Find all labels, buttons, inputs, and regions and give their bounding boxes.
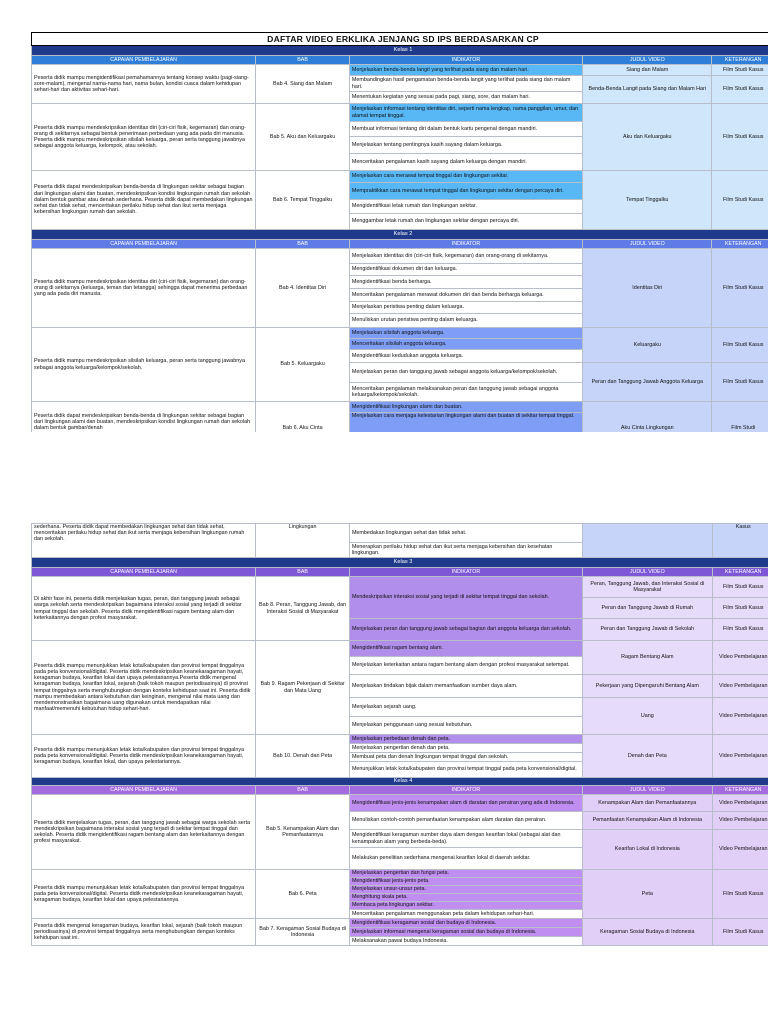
keterangan-cell: Film Studi Kasus bbox=[712, 249, 768, 328]
indicator-cell: Membuat peta dan denah lingkungan tempat tinggal dan sekolah. bbox=[349, 753, 582, 762]
video-title-cell: Uang bbox=[583, 698, 712, 735]
indicator-cell: Mengidentifikasi keragaman sumber daya alam dengan kearifan lokal (sebagai alat dan kenampakan alam yang berbeda-beda). bbox=[349, 830, 582, 848]
indicator-cell: Menjelaskan benda-benda langit yang terlihat pada siang dan malam hari. bbox=[349, 65, 582, 76]
indicator-cell: Menjelaskan keterkaitan antara ragam bentang alam dengan profesi masyarakat setempat. bbox=[349, 657, 582, 675]
keterangan-cell: Film Studi Kasus bbox=[712, 919, 768, 946]
keterangan-cell: Video Pembelajaran bbox=[712, 641, 768, 675]
header-judul-video: JUDUL VIDEO bbox=[583, 240, 712, 249]
indicator-cell: Mengidentifikasi jenis-jenis peta. bbox=[349, 878, 582, 886]
video-title-cell: Peta bbox=[583, 870, 712, 919]
video-title-cell: Aku Cinta Lingkungan bbox=[583, 402, 712, 432]
cp-cell: Peserta didik mampu mendeskripsikan identitas diri (ciri-ciri fisik, kegemaran) dan orang-orang di sekitarnya (keluarga, teman dan tetangga) sehingga dapat menerima perbedaan yang ada pada diri manusia. bbox=[32, 249, 256, 328]
cp-cell: Di akhir fase ini, peserta didik menjelaskan tugas, peran, dan tanggung jawab sebagai warga sekolah serta mendeskripsikan bagaimana interaksi sosial yang terjadi di sekitar tempat tinggal dan sekolah. Peserta didik mengidentifikasi ragam bentang alam dan keterkaitannya dengan profesi masyarakat. bbox=[32, 577, 256, 641]
cp-cell: Peserta didik menjelaskan tugas, peran, dan tanggung jawab sebagai warga sekolah serta mendeskripsikan bagaimana interaksi sosial yang terjadi di sekitar tempat tinggal dan sekolah. Peserta didik mengidentifikasi ragam bentang alam dan keterkaitannya dengan profesi masyarakat. bbox=[32, 795, 256, 870]
cp-cell: Peserta didik mampu mendeskripsikan silsilah keluarga, peran serta tanggung jawabnya sebagai anggota keluarga/kelompok/sekolah. bbox=[32, 328, 256, 402]
header-indikator: INDIKATOR bbox=[349, 786, 582, 795]
header-keterangan: KETERANGAN bbox=[712, 56, 768, 65]
bab-cell: Bab 4. Siang dan Malam bbox=[256, 65, 350, 104]
header-judul-video: JUDUL VIDEO bbox=[583, 56, 712, 65]
header-judul-video: JUDUL VIDEO bbox=[583, 568, 712, 577]
video-title-cell: Pemanfaatan Kenampakan Alam di Indonesia bbox=[583, 812, 712, 830]
video-title-cell: Identitas Diri bbox=[583, 249, 712, 328]
header-indikator: INDIKATOR bbox=[349, 240, 582, 249]
kelas-4-bar: Kelas 4 bbox=[32, 778, 768, 786]
indicator-cell: Mengidentifikasi jenis-jenis kenampakan alam di daratan dan perairan yang ada di Indonesia. bbox=[349, 795, 582, 812]
bab-cell: Bab 6. Peta bbox=[256, 870, 350, 919]
video-title-cell: Peran dan Tanggung Jawab di Rumah bbox=[583, 598, 712, 619]
keterangan-cell: Video Pembelajaran bbox=[712, 812, 768, 830]
kelas-2-bar: Kelas 2 bbox=[32, 230, 768, 240]
indicator-cell: Menceritakan pengalaman kasih sayang dalam keluarga dengan mandiri. bbox=[349, 154, 582, 171]
header-capaian: CAPAIAN PEMBELAJARAN bbox=[32, 56, 256, 65]
video-title-cell: Tempat Tinggalku bbox=[583, 171, 712, 230]
header-bab: BAB bbox=[256, 56, 350, 65]
video-title-cell: Pekerjaan yang Dipengaruhi Bentang Alam bbox=[583, 675, 712, 698]
indicator-cell: Membaca peta lingkungan sekitar. bbox=[349, 902, 582, 910]
keterangan-cell: Film Studi Kasus bbox=[712, 598, 768, 619]
header-indikator: INDIKATOR bbox=[349, 568, 582, 577]
indicator-cell: Menjelaskan informasi mengenai keragaman sosial dan budaya di Indonesia. bbox=[349, 928, 582, 937]
indicator-cell: Menggambar letak rumah dan lingkungan sekitar dengan percaya diri. bbox=[349, 214, 582, 230]
indicator-cell: Membuat informasi tentang diri dalam bentuk kartu pengenal dengan mandiri. bbox=[349, 122, 582, 137]
bab-cell-continued: Lingkungan bbox=[256, 524, 350, 558]
video-title-cell: Peran, Tanggung Jawab, dan Interaksi Sosial di Masyarakat bbox=[583, 577, 712, 598]
keterangan-cell: Film Studi Kasus bbox=[712, 76, 768, 104]
indicator-cell: Menjelaskan peran dan tanggung jawab sebagai bagian dari anggota keluarga dan sekolah. bbox=[349, 619, 582, 641]
keterangan-cell: Film Studi Kasus bbox=[712, 104, 768, 171]
cp-cell-continued: sederhana. Peserta didik dapat membedakan lingkungan sehat dan tidak sehat, menceritakan perilaku hidup sehat dan ikut serta menjaga kebersihan lingkungan rumah dan sekolah. bbox=[32, 524, 256, 558]
indicator-cell: Menjelaskan informasi tentang identitas diri, seperti nama lengkap, nama panggilan, umur, dan alamat tempat tinggal. bbox=[349, 104, 582, 122]
indicator-cell: Mengidentifikasi dokumen diri dan keluarga. bbox=[349, 264, 582, 276]
indicator-cell: Mengidentifikasi keragaman sosial dan budaya di Indonesia. bbox=[349, 919, 582, 928]
keterangan-cell: Video Pembelajaran bbox=[712, 698, 768, 735]
cp-cell: Peserta didik mampu menunjukkan letak kota/kabupaten dan provinsi tempat tinggalnya pada peta konvensional/digital. Peserta didik mendeskripsikan keanekaragaman hayati, keragaman budaya, kearifan lokal, dan upaya pelestariannya. bbox=[32, 735, 256, 778]
header-capaian: CAPAIAN PEMBELAJARAN bbox=[32, 568, 256, 577]
video-title-cell: Aku dan Keluargaku bbox=[583, 104, 712, 171]
cp-cell: Peserta didik mampu mendeskripsikan identitas diri (ciri-ciri fisik, kegemaran) dan orang-orang di sekitarnya sebagai bentuk penerimaan perbedaan yang ada pada diri manusia. Peserta didik mampu mendeskripsikan silsilah keluarga, peran serta tanggung jawabnya sebagai anggota keluarga, kelompok, atau sekolah. bbox=[32, 104, 256, 171]
bab-cell: Bab 5. Kenampakan Alam dan Pemanfaatannya bbox=[256, 795, 350, 870]
keterangan-cell: Video Pembelajaran bbox=[712, 795, 768, 812]
indicator-cell: Mempraktikkan cara merawat tempat tinggal dan lingkungan sekitar dengan percaya diri. bbox=[349, 183, 582, 200]
kelas-3-bar: Kelas 3 bbox=[32, 558, 768, 568]
indicator-cell: Mengidentifikasi letak rumah dan lingkungan sekitar. bbox=[349, 200, 582, 214]
header-judul-video: JUDUL VIDEO bbox=[583, 786, 712, 795]
header-keterangan: KETERANGAN bbox=[712, 240, 768, 249]
keterangan-cell: Film Studi Kasus bbox=[712, 870, 768, 919]
header-indikator: INDIKATOR bbox=[349, 56, 582, 65]
keterangan-cell-continued: Kasus bbox=[712, 524, 768, 558]
indicator-cell: Mengidentifikasi benda berharga. bbox=[349, 276, 582, 289]
indicator-cell: Menjelaskan peristiwa penting dalam keluarga. bbox=[349, 302, 582, 314]
indicator-cell: Menceritakan pengalaman menggunakan peta dalam kehidupan sehari-hari. bbox=[349, 910, 582, 919]
cp-cell: Peserta didik dapat mendeskripsikan benda-benda di lingkungan sekitar sebagai bagian dari lingkungan alami dan buatan, mendeskripsikan kondisi lingkungan rumah dan sekolah dalam bentuk gambar/denah bbox=[32, 402, 256, 432]
video-title-cell: Keragaman Sosial Budaya di Indonesia bbox=[583, 919, 712, 946]
indicator-cell: Menjelaskan penggunaan uang sesuai kebutuhan. bbox=[349, 717, 582, 735]
kelas-1-bar: Kelas 1 bbox=[32, 46, 768, 56]
indicator-cell: Menghitung skala peta. bbox=[349, 894, 582, 902]
cp-cell: Peserta didik mampu menunjukkan letak kota/kabupaten dan provinsi tempat tinggalnya pada peta konvensional/digital. Peserta didik mendeskripsikan keanekaragaman hayati, keragaman budaya, kearifan lokal dan upaya pelestariannya. bbox=[32, 870, 256, 919]
indicator-cell: Mengidentifikasi ragam bentang alam. bbox=[349, 641, 582, 657]
indicator-cell: Mendeskripsikan interaksi sosial yang terjadi di sekitar tempat tinggal dan sekolah. bbox=[349, 577, 582, 619]
video-title-cell: Peran dan Tanggung Jawab Anggota Keluarga bbox=[583, 363, 712, 402]
indicator-cell: Menentukan kegiatan yang sesuai pada pagi, siang, sore, dan malam hari. bbox=[349, 92, 582, 104]
indicator-cell: Menuliskan urutan peristiwa penting dalam keluarga. bbox=[349, 314, 582, 328]
document-page-2 bbox=[31, 523, 768, 946]
indicator-cell: Menjelaskan unsur-unsur peta. bbox=[349, 886, 582, 894]
keterangan-cell: Film Studi Kasus bbox=[712, 328, 768, 363]
indicator-cell: Menerapkan perilaku hidup sehat dan ikut serta menjaga kebersihan dan kesehatan lingkungan. bbox=[349, 543, 582, 558]
video-title-cell: Kearifan Lokal di Indonesia bbox=[583, 830, 712, 870]
document-title: DAFTAR VIDEO ERKLIKA JENJANG SD IPS BERDASARKAN CP bbox=[32, 33, 768, 46]
indicator-cell: Menjelaskan tentang pentingnya kasih sayang dalam keluarga. bbox=[349, 137, 582, 154]
header-capaian: CAPAIAN PEMBELAJARAN bbox=[32, 786, 256, 795]
header-bab: BAB bbox=[256, 240, 350, 249]
bab-cell: Bab 6. Tempat Tinggalku bbox=[256, 171, 350, 230]
bab-cell: Bab 10. Denah dan Peta bbox=[256, 735, 350, 778]
header-bab: BAB bbox=[256, 568, 350, 577]
video-title-cell: Benda-Benda Langit pada Siang dan Malam Hari bbox=[583, 76, 712, 104]
header-keterangan: KETERANGAN bbox=[712, 568, 768, 577]
indicator-cell: Melaksanakan pawai budaya Indonesia. bbox=[349, 937, 582, 946]
keterangan-cell: Video Pembelajaran bbox=[712, 675, 768, 698]
bab-cell: Bab 5. Aku dan Keluargaku bbox=[256, 104, 350, 171]
indicator-cell: Menjelaskan peran dan tanggung jawab sebagai anggota keluarga/kelompok/sekolah. bbox=[349, 363, 582, 383]
indicator-cell: Menceritakan silsilah anggota keluarga. bbox=[349, 339, 582, 350]
keterangan-cell: Video Pembelajaran bbox=[712, 735, 768, 778]
bab-cell: Bab 5. Keluargaku bbox=[256, 328, 350, 402]
keterangan-cell: Film Studi Kasus bbox=[712, 65, 768, 76]
cp-cell: Peserta didik mampu mengidentifikasi pemahamannya tentang konsep waktu (pagi-siang-sore-malam), mengenal nama-nama hari, nama bulan, kondisi cuaca dalam kehidupan sehari-hari dan aktivitas sehari-hari. bbox=[32, 65, 256, 104]
bab-cell: Bab 6. Aku Cinta bbox=[256, 402, 350, 432]
video-title-cell: Kenampakan Alam dan Pemanfaatannya bbox=[583, 795, 712, 812]
indicator-cell: Mengidentifikasi lingkungan alami dan buatan. bbox=[349, 402, 582, 413]
keterangan-cell: Film Studi Kasus bbox=[712, 363, 768, 402]
document-page-1 bbox=[31, 32, 768, 432]
keterangan-cell: Film Studi Kasus bbox=[712, 171, 768, 230]
bab-cell: Bab 7. Keragaman Sosial Budaya di Indonesia bbox=[256, 919, 350, 946]
video-title-cell: Keluargaku bbox=[583, 328, 712, 363]
indicator-cell: Menceritakan pengalaman merawat dokumen diri dan benda berharga keluarga. bbox=[349, 289, 582, 302]
video-title-cell-continued bbox=[583, 524, 712, 558]
indicator-cell: Melakukan penelitian sederhana mengenai kearifan lokal di daerah sekitar. bbox=[349, 848, 582, 870]
video-title-cell: Ragam Bentang Alam bbox=[583, 641, 712, 675]
indicator-cell: Menjelaskan cara merawat tempat tinggal dan lingkungan sekitar. bbox=[349, 171, 582, 183]
cp-cell: Peserta didik dapat mendeskripsikan benda-benda di lingkungan sekitar sebagai bagian dari lingkungan alami dan buatan, mendeskripsikan kondisi lingkungan rumah dan sekolah dalam bentuk gambar atau denah sederhana. Peserta didik dapat membedakan lingkungan sehat dan tidak sehat, menceritakan perilaku hidup sehat dan ikut serta menjaga kebersihan lingkungan rumah dan sekolah. bbox=[32, 171, 256, 230]
indicator-cell: Membandingkan hasil pengamatan benda-benda langit yang terlihat pada siang dan malam hari. bbox=[349, 76, 582, 92]
bab-cell: Bab 4. Identitas Diri bbox=[256, 249, 350, 328]
keterangan-cell: Film Studi Kasus bbox=[712, 619, 768, 641]
header-keterangan: KETERANGAN bbox=[712, 786, 768, 795]
indicator-cell: Menunjukkan letak kota/kabupaten dan provinsi tempat tinggal pada peta konvensional/digital. bbox=[349, 762, 582, 778]
indicator-cell: Membedakan lingkungan sehat dan tidak sehat. bbox=[349, 524, 582, 543]
keterangan-cell: Film Studi bbox=[712, 402, 768, 432]
indicator-cell: Menjelaskan perbedaan denah dan peta. bbox=[349, 735, 582, 744]
video-title-cell: Denah dan Peta bbox=[583, 735, 712, 778]
indicator-cell: Mengidentifikasi kedudukan anggota keluarga. bbox=[349, 350, 582, 363]
indicator-cell: Menjelaskan tindakan bijak dalam memanfaatkan sumber daya alam. bbox=[349, 675, 582, 698]
indicator-cell: Menjelaskan pengertian denah dan peta. bbox=[349, 744, 582, 753]
cp-cell: Peserta didik mampu menunjukkan letak kota/kabupaten dan provinsi tempat tinggalnya pada peta konvensional/digital. Peserta didik mendeskripsikan keanekaragaman hayati, keragaman budaya, kearifan lokal dan upaya pelestariannya.Peserta didik mengenal keragaman budaya, kearifan lokal, sejarah (baik tokoh maupun periodisasinya) di provinsi tempat tinggalnya serta menghubungkan dengan konteks kehidupan saat ini. Peserta didik mampu membedakan antara kebutuhan dan keinginan, mengenal nilai mata uang dan mendemonstrasikan bagaimana uang digunakan untuk mendapatkan nilai manfaat/memenuhi kebutuhan hidup sehari-hari. bbox=[32, 641, 256, 735]
indicator-cell: Menjelaskan silsilah anggota keluarga. bbox=[349, 328, 582, 339]
header-capaian: CAPAIAN PEMBELAJARAN bbox=[32, 240, 256, 249]
indicator-cell: Menjelaskan pengertian dan fungsi peta. bbox=[349, 870, 582, 878]
video-title-cell: Siang dan Malam bbox=[583, 65, 712, 76]
bab-cell: Bab 9. Ragam Pekerjaan di Sekitar dan Mata Uang bbox=[256, 641, 350, 735]
bab-cell: Bab 8. Peran, Tanggung Jawab, dan Interaksi Sosial di Masyarakat bbox=[256, 577, 350, 641]
keterangan-cell: Video Pembelajaran bbox=[712, 830, 768, 870]
keterangan-cell: Film Studi Kasus bbox=[712, 577, 768, 598]
cp-cell: Peserta didik mengenal keragaman budaya, kearifan lokal, sejarah (baik tokoh maupun periodisasinya) di provinsi tempat tinggalnya serta menghubungkan dengan konteks kehidupan saat ini. bbox=[32, 919, 256, 946]
indicator-cell: Menjelaskan cara menjaga kelestarian lingkungan alami dan buatan di sekitar tempat tinggal. bbox=[349, 413, 582, 432]
indicator-cell: Menuliskan contoh-contoh pemanfaatan kenampakan alam daratan dan perairan. bbox=[349, 812, 582, 830]
indicator-cell: Menjelaskan identitas diri (ciri-ciri fisik, kegemaran) dan orang-orang di sekitarnya. bbox=[349, 249, 582, 264]
video-title-cell: Peran dan Tanggung Jawab di Sekolah bbox=[583, 619, 712, 641]
indicator-cell: Menjelaskan sejarah uang. bbox=[349, 698, 582, 717]
indicator-cell: Menceritakan pengalaman melaksanakan peran dan tanggung jawab sebagai anggota keluarga/kelompok/sekolah. bbox=[349, 383, 582, 402]
header-bab: BAB bbox=[256, 786, 350, 795]
